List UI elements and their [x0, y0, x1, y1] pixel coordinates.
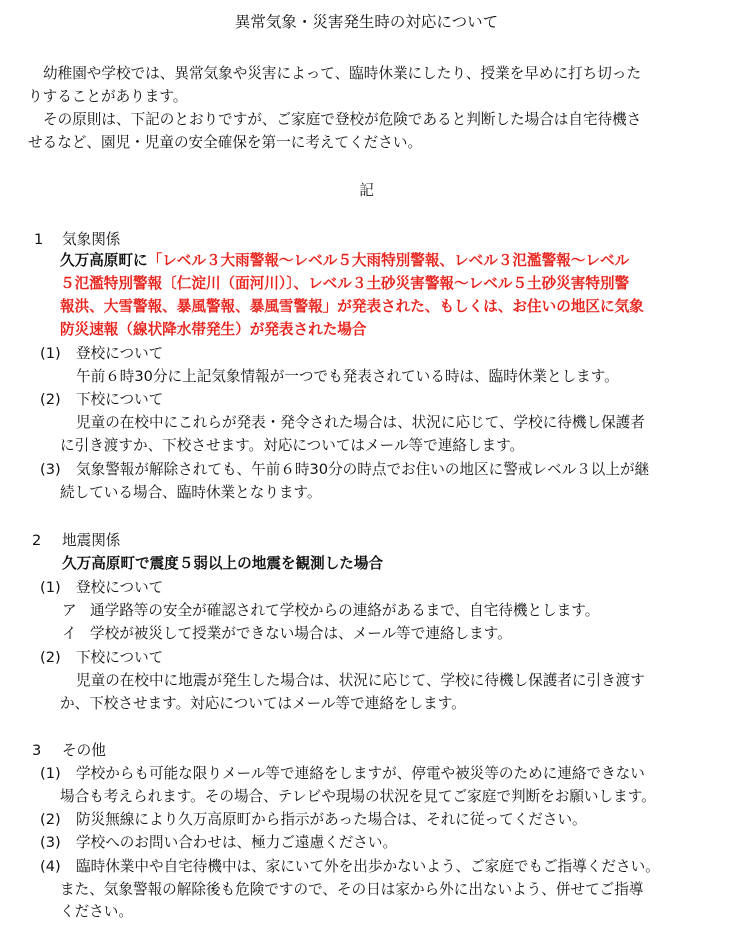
section1-condition-line-1: [60, 251, 629, 271]
section2-sub2-text-1: 児童の在校中に地震が発生した場合は、状況に応じて、学校に待機し保護者に引き渡す: [76, 672, 645, 689]
section1-sub3-text-1: 気象警報が解除されても、午前６時30分の時点でお住いの地区に警戒レベル３以上が継: [76, 461, 650, 478]
section1-sub1-heading: 登校について: [76, 345, 164, 362]
section2-number: 2: [32, 532, 42, 549]
section2-sub2-number: (2): [40, 649, 61, 666]
section3-item4-text-2: また、気象警報の解除後も危険ですので、その日は家から外に出ないよう、併せてご指導: [60, 881, 644, 898]
document-title: 異常気象・災害発生時の対応について: [234, 13, 499, 31]
section1-sub3-text-2: 続している場合、臨時休業となります。: [60, 484, 322, 501]
section3-number: 3: [32, 742, 42, 759]
section1-sub1-number: (1): [40, 345, 61, 362]
ki-heading: 記: [359, 182, 374, 199]
section2-condition: 久万高原町で震度５弱以上の地震を観測した場合: [62, 555, 384, 572]
section1-condition-prefix: 久万高原町に: [60, 252, 148, 269]
section1-sub2-text-1: 児童の在校中にこれらが発表・発令された場合は、状況に応じて、学校に待機し保護者: [76, 414, 645, 431]
intro-line-4: せるなど、園児・児童の安全確保を第一に考えてください。: [28, 134, 423, 151]
section3-item2-text: 防災無線により久万高原町から指示があった場合は、それに従ってください。: [76, 811, 587, 828]
section2-item-a-text: 通学路等の安全が確認されて学校からの連絡があるまで、自宅待機とします。: [90, 602, 600, 619]
section1-sub3-number: (3): [40, 461, 61, 478]
section1-condition-red-1: 「レベル３大雨警報～レベル５大雨特別警報、レベル３氾濫警報～レベル: [147, 252, 630, 269]
intro-line-1: 幼稚園や学校では、異常気象や災害によって、臨時休業にしたり、授業を早めに打ち切った: [43, 65, 642, 82]
section2-heading: 地震関係: [62, 532, 121, 549]
intro-line-2: りすることがあります。: [28, 88, 188, 105]
section1-sub2-heading: 下校について: [76, 391, 164, 408]
section3-item3-number: (3): [40, 834, 61, 851]
section1-number: 1: [34, 231, 44, 248]
intro-line-3: その原則は、下記のとおりですが、ご家庭で登校が危険であると判断した場合は自宅待機さ: [43, 111, 642, 128]
section1-sub2-text-2: に引き渡すか、下校させます。対応についてはメール等で連絡します。: [60, 437, 525, 454]
section2-sub1-number: (1): [40, 579, 61, 596]
section2-sub2-heading: 下校について: [76, 649, 164, 666]
section3-item1-text-2: 場合も考えられます。その場合、テレビや現場の状況を見てご家庭で判断をお願いします。: [60, 788, 656, 805]
section1-sub2-number: (2): [40, 391, 61, 408]
section3-item4-text-3: ください。: [60, 903, 133, 920]
section1-condition-red-3: 報洪、大雪警報、暴風警報、暴風雪警報」が発表された、もしくは、お住いの地区に気象: [60, 298, 644, 315]
section3-item2-number: (2): [40, 811, 61, 828]
section2-sub1-heading: 登校について: [76, 579, 164, 596]
section2-item-a-label: ア: [62, 602, 77, 619]
section1-condition-red-2: ５氾濫特別警報〔仁淀川（面河川）〕、レベル３土砂災害警報～レベル５土砂災害特別警: [60, 275, 630, 292]
section1-sub1-text: 午前６時30分に上記気象情報が一つでも発表されている時は、臨時休業とします。: [76, 368, 619, 385]
section2-item-i-text: 学校が被災して授業ができない場合は、メール等で連絡します。: [90, 625, 512, 642]
section2-item-i-label: イ: [62, 625, 77, 642]
section3-heading: その他: [62, 742, 106, 759]
section3-item3-text: 学校へのお問い合わせは、極力ご遠慮ください。: [76, 834, 398, 851]
section1-condition-red-4: 防災速報（線状降水帯発生）が発表された場合: [60, 321, 367, 338]
section3-item1-number: (1): [40, 765, 61, 782]
section3-item4-number: (4): [40, 858, 61, 875]
section1-heading: 気象関係: [62, 231, 121, 248]
section3-item4-text-1: 臨時休業中や自宅待機中は、家にいて外を出歩かないよう、ご家庭でもご指導ください。: [76, 858, 660, 875]
section3-item1-text-1: 学校からも可能な限りメール等で連絡をしますが、停電や被災等のために連絡できない: [76, 765, 645, 782]
section2-sub2-text-2: か、下校させます。対応についてはメール等で連絡をします。: [60, 695, 466, 712]
